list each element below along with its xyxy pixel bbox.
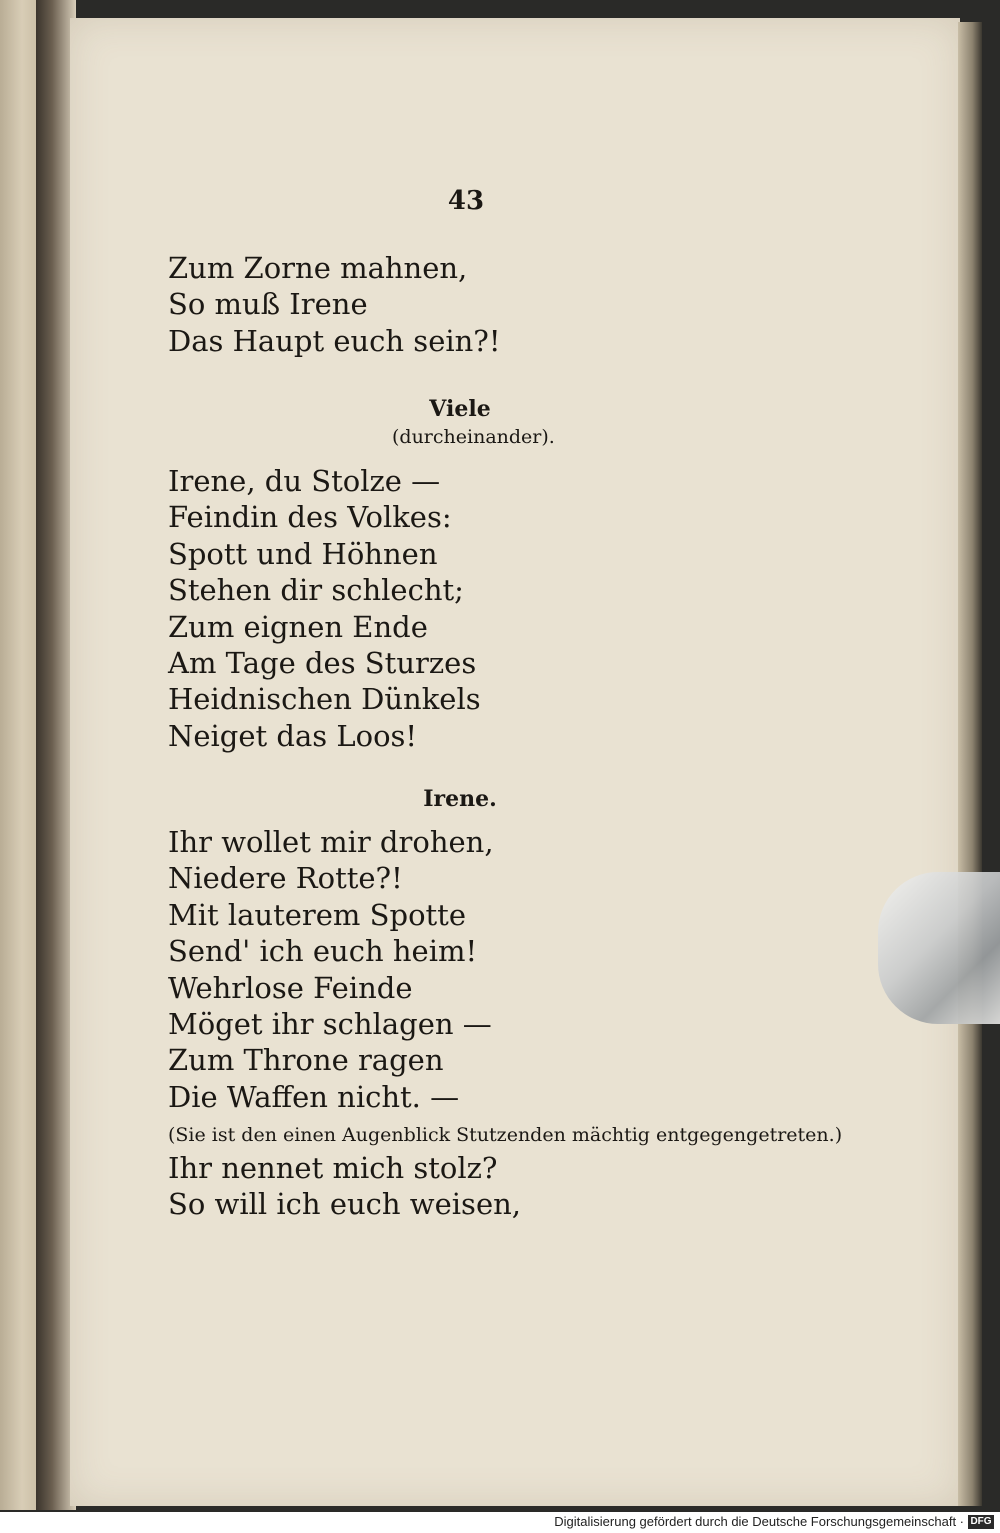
speaker-name: Irene. [423,786,497,812]
right-page-edge [958,22,982,1506]
verse-line: Irene, du Stolze — [168,464,441,498]
verse-line: Wehrlose Feinde [168,970,413,1005]
speaker-name: Viele [429,396,491,422]
stage-direction: (Sie ist den einen Augenblick Stutzenden mächtig entgegengetreten.) [168,1124,843,1146]
stanza-1 [168,250,501,359]
verse-line: Möget ihr schlagen — [168,1007,492,1042]
verse-line: Ihr wollet mir drohen, [168,825,494,859]
verse-line: Zum Zorne mahnen, [168,251,468,285]
verse-line: Spott und Höhnen [168,536,438,571]
verse-line: Die Waffen nicht. — [168,1079,460,1114]
stanza-4 [168,1150,521,1223]
stanza-3 [168,824,494,1115]
stage-direction: (durcheinander). [392,426,555,448]
page-number: 43 [447,186,485,216]
left-page-edge [0,0,40,1510]
dfg-logo: DFG [968,1515,994,1529]
verse-line: Am Tage des Sturzes [168,646,477,681]
verse-line: Send' ich euch heim! [168,934,478,969]
verse-line: Mit lauterem Spotte [168,897,467,932]
verse-line: Neiget das Loos! [168,718,418,753]
footer-bar [0,1512,1000,1533]
verse-line: So muß Irene [168,287,368,322]
book-page [70,18,960,1506]
verse-line: Das Haupt euch sein?! [168,323,501,358]
verse-line: Heidnischen Dünkels [168,682,481,717]
footer-credit: Digitalisierung gefördert durch die Deutsche Forschungsgemeinschaft · [554,1514,964,1529]
verse-line: Feindin des Volkes: [168,500,452,535]
verse-line: Zum eignen Ende [168,609,428,644]
verse-line: Stehen dir schlecht; [168,573,464,608]
page-clip [878,872,1000,1024]
stanza-2 [168,463,481,754]
verse-line: Niedere Rotte?! [168,861,403,896]
verse-line: So will ich euch weisen, [168,1187,521,1222]
verse-line: Zum Throne ragen [168,1043,444,1078]
verse-line: Ihr nennet mich stolz? [168,1151,498,1185]
